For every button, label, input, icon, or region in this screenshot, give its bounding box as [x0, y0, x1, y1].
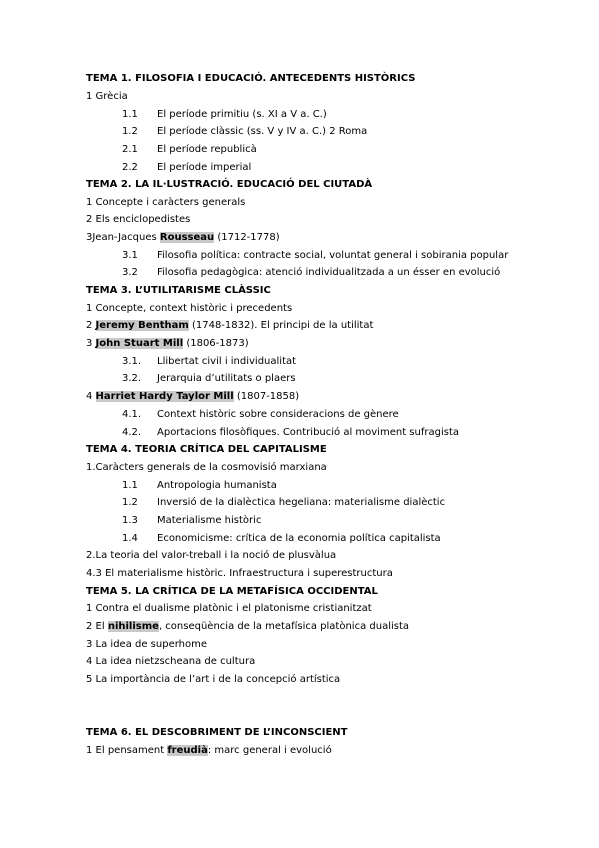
tema4-sub-1-num: 1.1 [122, 480, 138, 491]
tema3-sub-4-1-text: Context històric sobre consideracions de gènere [157, 409, 399, 420]
tema6-item-1 [86, 745, 332, 757]
tema1-sub-3-text: El període republicà [157, 144, 257, 155]
tema1-heading: TEMA 1. FILOSOFIA I EDUCACIÓ. ANTECEDENTS HISTÒRICS [86, 73, 416, 84]
tema3-item-4-pre: 4 [86, 391, 96, 402]
tema4-item-2: 2.La teoria del valor-treball i la noció de plusvàlua [86, 550, 337, 561]
tema3-sub-4-2-text: Aportacions filosòfiques. Contribució al moviment sufragista [157, 427, 459, 438]
tema3-item-4 [86, 391, 299, 403]
tema4-sub-3-num: 1.3 [122, 515, 138, 526]
tema2-item-3-pre: 3Jean-Jacques [86, 232, 160, 243]
highlight-taylor-mill: Harriet Hardy Taylor Mill [95, 391, 234, 402]
highlight-rousseau: Rousseau [159, 232, 215, 243]
tema1-sub-1-num: 1.1 [122, 109, 138, 120]
tema4-sub-2-num: 1.2 [122, 497, 138, 508]
tema4-sub-4-text: Economicisme: crítica de la economia política capitalista [157, 533, 441, 544]
tema6-item-1-post: : marc general i evolució [207, 745, 332, 756]
tema4-sub-2-text: Inversió de la dialèctica hegeliana: materialisme dialèctic [157, 497, 446, 508]
tema6-heading: TEMA 6. EL DESCOBRIMENT DE L’INCONSCIENT [86, 727, 348, 738]
tema2-item-3-post: (1712-1778) [214, 232, 280, 243]
tema4-sub-1-text: Antropologia humanista [157, 480, 277, 491]
tema5-item-2-post: , conseqüència de la metafísica platònica dualista [158, 621, 410, 632]
tema2-sub-1-text: Filosofia política: contracte social, voluntat general i sobirania popular [157, 250, 509, 261]
tema3-sub-3-1-text: Llibertat civil i individualitat [157, 356, 297, 367]
tema3-sub-4-2-num: 4.2. [122, 427, 142, 438]
tema3-item-3 [86, 338, 249, 350]
tema4-sub-4-num: 1.4 [122, 533, 138, 544]
highlight-bentham: Jeremy Bentham [95, 320, 189, 331]
tema3-heading: TEMA 3. L’UTILITARISME CLÀSSIC [86, 285, 271, 296]
tema4-item-3: 4.3 El materialisme històric. Infraestructura i superestructura [86, 568, 393, 579]
tema1-sub-4-text: El període imperial [157, 162, 252, 173]
tema3-item-4-post: (1807-1858) [233, 391, 300, 402]
tema1-sub-1-text: El període primitiu (s. XI a V a. C.) [157, 109, 327, 120]
tema6-item-1-pre: 1 El pensament [86, 745, 168, 756]
tema5-item-3: 3 La idea de superhome [86, 639, 208, 650]
tema3-sub-3-2-num: 3.2. [122, 373, 142, 384]
highlight-mill: John Stuart Mill [95, 338, 184, 349]
tema3-item-3-post: (1806-1873) [183, 338, 249, 349]
tema4-sub-3-text: Materialisme històric [157, 515, 262, 526]
tema4-item-1: 1.Caràcters generals de la cosmovisió marxiana [86, 462, 327, 473]
tema5-item-1: 1 Contra el dualisme platònic i el platonisme cristianitzat [86, 603, 372, 614]
tema2-heading: TEMA 2. LA IL·LUSTRACIÓ. EDUCACIÓ DEL CIUTADÀ [86, 179, 373, 190]
tema3-item-2-pre: 2 [86, 320, 96, 331]
tema2-sub-2-text: Filosofia pedagògica: atenció individualitzada a un ésser en evolució [157, 267, 501, 278]
tema3-sub-3-1-num: 3.1. [122, 356, 142, 367]
tema2-item-3 [86, 232, 280, 244]
tema2-item-2: 2 Els enciclopedistes [86, 214, 191, 225]
tema4-heading: TEMA 4. TEORIA CRÍTICA DEL CAPITALISME [86, 444, 327, 455]
tema2-item-1: 1 Concepte i caràcters generals [86, 197, 246, 208]
tema3-item-3-pre: 3 [86, 338, 96, 349]
tema5-item-2-pre: 2 El [86, 621, 108, 632]
tema5-item-2 [86, 621, 409, 633]
tema3-item-1: 1 Concepte, context històric i precedents [86, 303, 293, 314]
tema1-item-1: 1 Grècia [86, 91, 128, 102]
tema5-heading: TEMA 5. LA CRÍTICA DE LA METAFÍSICA OCCIDENTAL [86, 586, 378, 597]
tema5-item-4: 4 La idea nietzscheana de cultura [86, 656, 256, 667]
highlight-freudia: freudià [167, 745, 208, 756]
tema1-sub-4-num: 2.2 [122, 162, 138, 173]
tema1-sub-2-text: El període clàssic (ss. V y IV a. C.) 2 Roma [157, 126, 368, 137]
highlight-nihilisme: nihilisme [107, 621, 159, 632]
tema3-item-2-post: (1748-1832). El principi de la utilitat [188, 320, 374, 331]
tema2-sub-1-num: 3.1 [122, 250, 138, 261]
tema1-sub-2-num: 1.2 [122, 126, 138, 137]
tema3-item-2 [86, 320, 373, 332]
tema1-sub-3-num: 2.1 [122, 144, 138, 155]
tema3-sub-4-1-num: 4.1. [122, 409, 142, 420]
tema2-sub-2-num: 3.2 [122, 267, 138, 278]
tema3-sub-3-2-text: Jerarquia d’utilitats o plaers [157, 373, 296, 384]
tema5-item-5: 5 La importància de l’art i de la concepció artística [86, 674, 341, 685]
